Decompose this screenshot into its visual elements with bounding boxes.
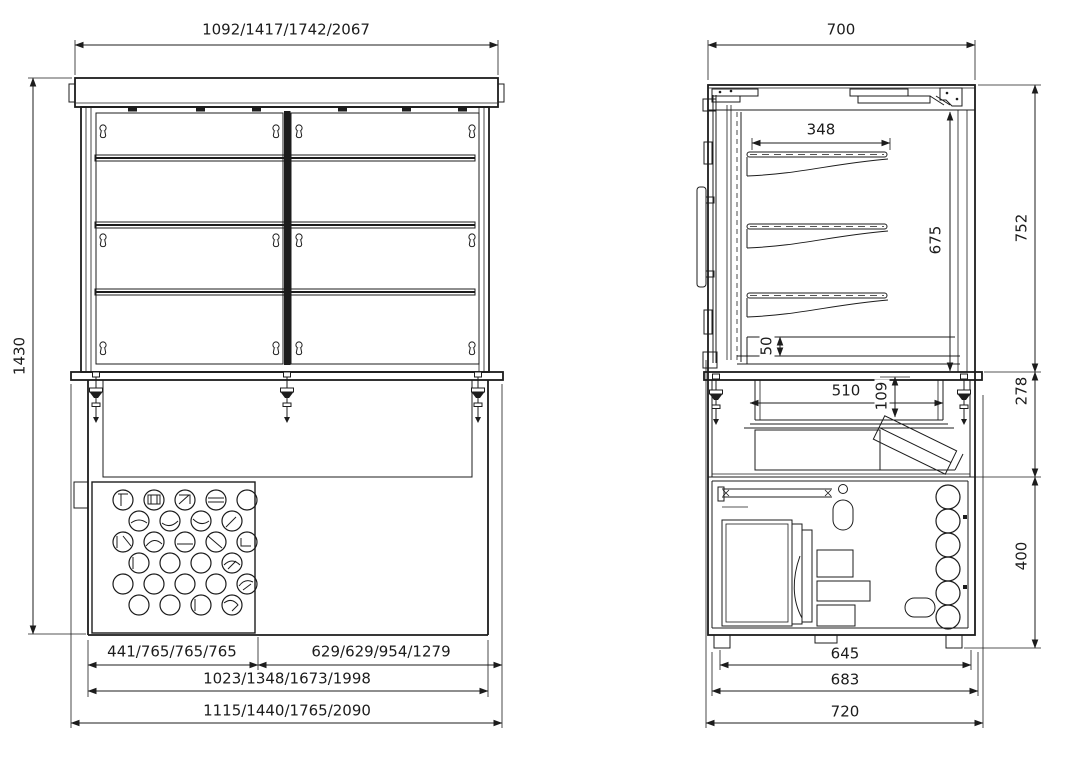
side-glass-door	[697, 95, 741, 368]
condenser	[722, 520, 812, 626]
leveling-bolt	[710, 374, 723, 425]
dim-side-shelf-depth: 348	[806, 120, 836, 139]
dim-side-base-height: 400	[1012, 541, 1031, 571]
side-shelves	[747, 152, 888, 317]
compressor	[817, 550, 870, 626]
evaporator-tray	[755, 430, 880, 470]
dim-side-well-width: 510	[831, 381, 861, 400]
front-canopy	[69, 78, 504, 107]
dim-side-display-height: 752	[1012, 213, 1031, 243]
dim-front-right-width: 629/629/954/1279	[311, 642, 451, 661]
dim-front-overall-width: 1115/1440/1765/2090	[203, 701, 371, 720]
side-body	[708, 85, 975, 635]
angled-fan-unit	[873, 416, 956, 474]
dim-side-inner-height: 675	[926, 225, 945, 255]
leveling-bolt	[958, 374, 971, 425]
side-vent-holes	[936, 485, 960, 629]
dim-side-base-inner-depth: 645	[830, 644, 860, 663]
side-view	[697, 40, 1041, 728]
dim-side-counter-height: 278	[1012, 376, 1031, 406]
dim-front-overall-height: 1430	[10, 336, 29, 376]
front-dimensions	[28, 40, 502, 728]
side-machine-compartment	[712, 481, 968, 629]
dim-side-deck-gap: 50	[757, 336, 776, 356]
dim-side-top-depth: 700	[826, 20, 856, 39]
front-view	[28, 40, 504, 728]
front-vent-grille	[92, 482, 257, 633]
dim-side-well-depth: 109	[872, 381, 891, 411]
dim-front-machine-width: 441/765/765/765	[107, 642, 237, 661]
door-handle	[697, 187, 714, 287]
dim-side-base-mid-depth: 683	[830, 670, 860, 689]
dim-front-inner-width: 1023/1348/1673/1998	[203, 669, 371, 688]
side-counter-sill	[704, 372, 982, 380]
dim-side-base-overall-depth: 720	[830, 702, 860, 721]
side-canopy-detail	[708, 88, 975, 110]
front-perforated-back-panels	[81, 107, 489, 372]
dim-front-top-width: 1092/1417/1742/2067	[202, 20, 370, 39]
